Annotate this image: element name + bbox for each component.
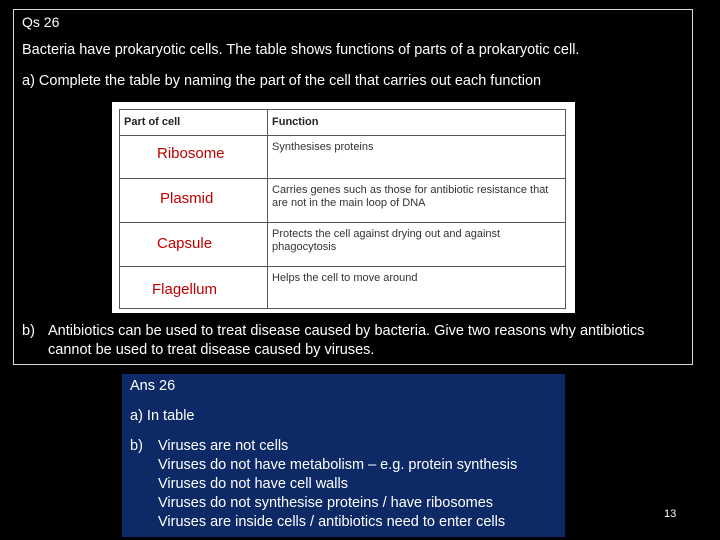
answer-part-b-label: b): [130, 438, 143, 454]
answer-line: Viruses are not cells: [158, 438, 289, 454]
question-part-b-label: b): [22, 323, 35, 339]
cell-parts-table: [112, 102, 575, 313]
question-part-b-text: Antibiotics can be used to treat disease caused by bacteria. Give two reasons why antibiotics cannot be used to treat disease caused by viruses.: [48, 323, 645, 358]
answer-title: Ans 26: [130, 378, 176, 394]
answer-capsule: Capsule: [157, 235, 213, 252]
answer-ribosome: Ribosome: [157, 145, 225, 162]
answer-line: Viruses do not synthesise proteins / have ribosomes: [158, 495, 494, 511]
answer-part-b-lines: [158, 437, 517, 532]
question-box: [13, 9, 693, 365]
answer-line: Viruses do not have metabolism – e.g. protein synthesis: [158, 457, 518, 473]
question-part-a: a) Complete the table by naming the part of the cell that carries out each function: [22, 73, 542, 89]
page-number: 13: [664, 508, 677, 520]
answer-line: Viruses do not have cell walls: [158, 476, 348, 492]
table-cell-function: Protects the cell against drying out and against phagocytosis: [267, 222, 566, 267]
table-header-part: Part of cell: [119, 109, 268, 136]
answer-box: [122, 374, 565, 537]
answer-flagellum: Flagellum: [152, 281, 218, 298]
table-header-function: Function: [267, 109, 566, 136]
answer-plasmid: Plasmid: [160, 190, 214, 207]
table-cell-function: Synthesises proteins: [267, 135, 566, 179]
answer-line: Viruses are inside cells / antibiotics need to enter cells: [158, 514, 506, 530]
table-cell-function: Carries genes such as those for antibiotic resistance that are not in the main loop of DNA: [267, 178, 566, 223]
table-cell-function: Helps the cell to move around: [267, 266, 566, 309]
answer-part-a: a) In table: [130, 408, 195, 424]
question-title: Qs 26: [22, 14, 60, 30]
question-intro: Bacteria have prokaryotic cells. The table shows functions of parts of a prokaryotic cell.: [22, 42, 580, 58]
